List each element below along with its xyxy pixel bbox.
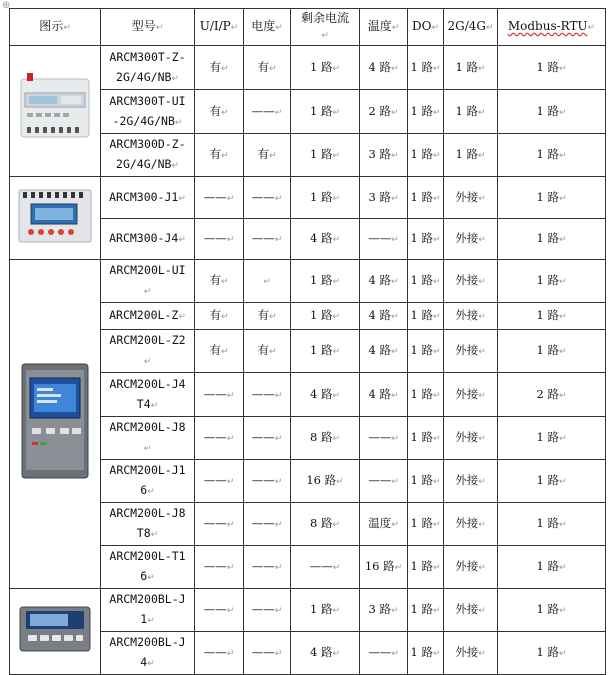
cell-energy: ——↵ [244,546,291,589]
header-do: DO↵ [408,9,444,46]
cell-temperature: 4 路↵ [360,330,408,373]
table-row [10,46,606,90]
cell-uip: ——↵ [195,589,244,632]
cell-temperature: ——↵ [360,632,408,675]
din-rail-meter-icon [10,69,100,153]
cell-temperature: ——↵ [360,460,408,503]
cell-do: 1 路↵ [408,90,444,134]
cell-modbus: 1 路↵ [498,330,606,373]
table-row [10,589,606,632]
cell-residual-current: 1 路↵ [291,589,360,632]
cell-uip: ——↵ [195,632,244,675]
header-energy: 电度↵ [244,9,291,46]
cell-modbus: 1 路↵ [498,260,606,303]
cell-modbus: 1 路↵ [498,134,606,177]
cell-modbus: 1 路↵ [498,177,606,219]
cell-network: 外接↵ [444,417,498,460]
cell-residual-current: 1 路↵ [291,90,360,134]
cell-energy: ——↵ [244,460,291,503]
cell-model: ARCM200L-Z2↵ [101,330,195,373]
cell-temperature: 16 路↵ [360,546,408,589]
compact-panel-meter-icon [10,603,100,661]
table-row [10,260,606,303]
cell-model: ARCM200L-J8↵ [101,417,195,460]
cell-do: 1 路↵ [408,260,444,303]
header-uip: U/I/P↵ [195,9,244,46]
cell-residual-current: 8 路↵ [291,417,360,460]
cell-residual-current: 1 路↵ [291,46,360,90]
cell-modbus: 1 路↵ [498,460,606,503]
header-modbus: Modbus-RTU↵ [498,9,606,46]
cell-residual-current: 1 路↵ [291,303,360,330]
cell-energy: 有↵ [244,46,291,90]
cell-model: ARCM300-J4↵ [101,219,195,260]
cell-residual-current: 16 路↵ [291,460,360,503]
cell-uip: 有↵ [195,134,244,177]
cell-network: 外接↵ [444,632,498,675]
cell-model: ARCM300-J1↵ [101,177,195,219]
cell-energy: ——↵ [244,219,291,260]
cell-model: ARCM300T-Z-2G/4G/NB↵ [101,46,195,90]
cell-energy: ——↵ [244,373,291,417]
cell-uip: 有↵ [195,303,244,330]
cell-modbus: 2 路↵ [498,373,606,417]
cell-temperature: 3 路↵ [360,589,408,632]
cell-do: 1 路↵ [408,589,444,632]
cell-model: ARCM200L-Z↵ [101,303,195,330]
cell-temperature: 4 路↵ [360,303,408,330]
cell-residual-current: 1 路↵ [291,330,360,373]
cell-temperature: ——↵ [360,219,408,260]
cell-model: ARCM300T-UI-2G/4G/NB↵ [101,90,195,134]
cell-do: 1 路↵ [408,330,444,373]
cell-modbus: 1 路↵ [498,417,606,460]
cell-do: 1 路↵ [408,503,444,546]
cell-uip: 有↵ [195,330,244,373]
din-rail-relay-meter-icon [10,182,100,254]
cell-do: 1 路↵ [408,303,444,330]
cell-temperature: 2 路↵ [360,90,408,134]
cell-network: 外接↵ [444,330,498,373]
device-image-cell [10,589,101,675]
cell-temperature: 4 路↵ [360,260,408,303]
cell-uip: ——↵ [195,417,244,460]
cell-uip: 有↵ [195,46,244,90]
cell-do: 1 路↵ [408,632,444,675]
cell-model: ARCM200L-T16↵ [101,546,195,589]
cell-residual-current: 1 路↵ [291,177,360,219]
cell-network: 外接↵ [444,373,498,417]
cell-energy: ↵ [244,260,291,303]
cell-uip: 有↵ [195,90,244,134]
cell-residual-current: 1 路↵ [291,260,360,303]
cell-do: 1 路↵ [408,46,444,90]
cell-network: 1 路↵ [444,90,498,134]
cell-uip: ——↵ [195,503,244,546]
cell-model: ARCM300D-Z-2G/4G/NB↵ [101,134,195,177]
cell-do: 1 路↵ [408,373,444,417]
cell-do: 1 路↵ [408,134,444,177]
cell-residual-current: ——↵ [291,546,360,589]
cell-do: 1 路↵ [408,177,444,219]
cell-model: ARCM200BL-J1↵ [101,589,195,632]
cell-uip: ——↵ [195,460,244,503]
header-row [10,9,606,46]
device-image-cell [10,260,101,589]
cell-energy: ——↵ [244,177,291,219]
header-model: 型号↵ [101,9,195,46]
cell-energy: ——↵ [244,503,291,546]
device-image-cell [10,46,101,177]
cell-energy: 有↵ [244,303,291,330]
cell-modbus: 1 路↵ [498,589,606,632]
cell-do: 1 路↵ [408,546,444,589]
top-left-corner-marker: ⊕ [2,0,11,11]
cell-energy: ——↵ [244,90,291,134]
cell-network: 外接↵ [444,219,498,260]
cell-temperature: 4 路↵ [360,373,408,417]
cell-residual-current: 4 路↵ [291,373,360,417]
cell-uip: ——↵ [195,373,244,417]
cell-temperature: 3 路↵ [360,177,408,219]
cell-residual-current: 4 路↵ [291,219,360,260]
cell-energy: ——↵ [244,417,291,460]
cell-model: ARCM200BL-J4↵ [101,632,195,675]
cell-do: 1 路↵ [408,417,444,460]
cell-model: ARCM200L-J4T4↵ [101,373,195,417]
cell-energy: ——↵ [244,589,291,632]
cell-uip: ——↵ [195,177,244,219]
cell-network: 1 路↵ [444,46,498,90]
product-spec-table [9,8,606,675]
cell-uip: ——↵ [195,219,244,260]
cell-model: ARCM200L-J16↵ [101,460,195,503]
cell-network: 外接↵ [444,177,498,219]
cell-residual-current: 8 路↵ [291,503,360,546]
table-row [10,177,606,219]
cell-network: 外接↵ [444,546,498,589]
header-image: 图示↵ [10,9,101,46]
cell-modbus: 1 路↵ [498,46,606,90]
cell-modbus: 1 路↵ [498,503,606,546]
cell-do: 1 路↵ [408,219,444,260]
cell-residual-current: 1 路↵ [291,134,360,177]
cell-network: 1 路↵ [444,134,498,177]
cell-do: 1 路↵ [408,460,444,503]
cell-network: 外接↵ [444,460,498,503]
cell-energy: 有↵ [244,134,291,177]
cell-uip: ——↵ [195,546,244,589]
cell-network: 外接↵ [444,589,498,632]
panel-meter-icon [10,362,100,486]
cell-modbus: 1 路↵ [498,632,606,675]
cell-network: 外接↵ [444,503,498,546]
header-residual-current: 剩余电流↵ [291,9,360,46]
cell-model: ARCM200L-J8T8↵ [101,503,195,546]
cell-modbus: 1 路↵ [498,219,606,260]
cell-residual-current: 4 路↵ [291,632,360,675]
cell-modbus: 1 路↵ [498,546,606,589]
cell-uip: 有↵ [195,260,244,303]
cell-temperature: 3 路↵ [360,134,408,177]
cell-energy: 有↵ [244,330,291,373]
cell-temperature: ——↵ [360,417,408,460]
cell-temperature: 温度↵ [360,503,408,546]
cell-temperature: 4 路↵ [360,46,408,90]
cell-modbus: 1 路↵ [498,303,606,330]
cell-network: 外接↵ [444,260,498,303]
device-image-cell [10,177,101,260]
header-temperature: 温度↵ [360,9,408,46]
header-network: 2G/4G↵ [444,9,498,46]
cell-energy: ——↵ [244,632,291,675]
cell-modbus: 1 路↵ [498,90,606,134]
cell-model: ARCM200L-UI↵ [101,260,195,303]
cell-network: 外接↵ [444,303,498,330]
